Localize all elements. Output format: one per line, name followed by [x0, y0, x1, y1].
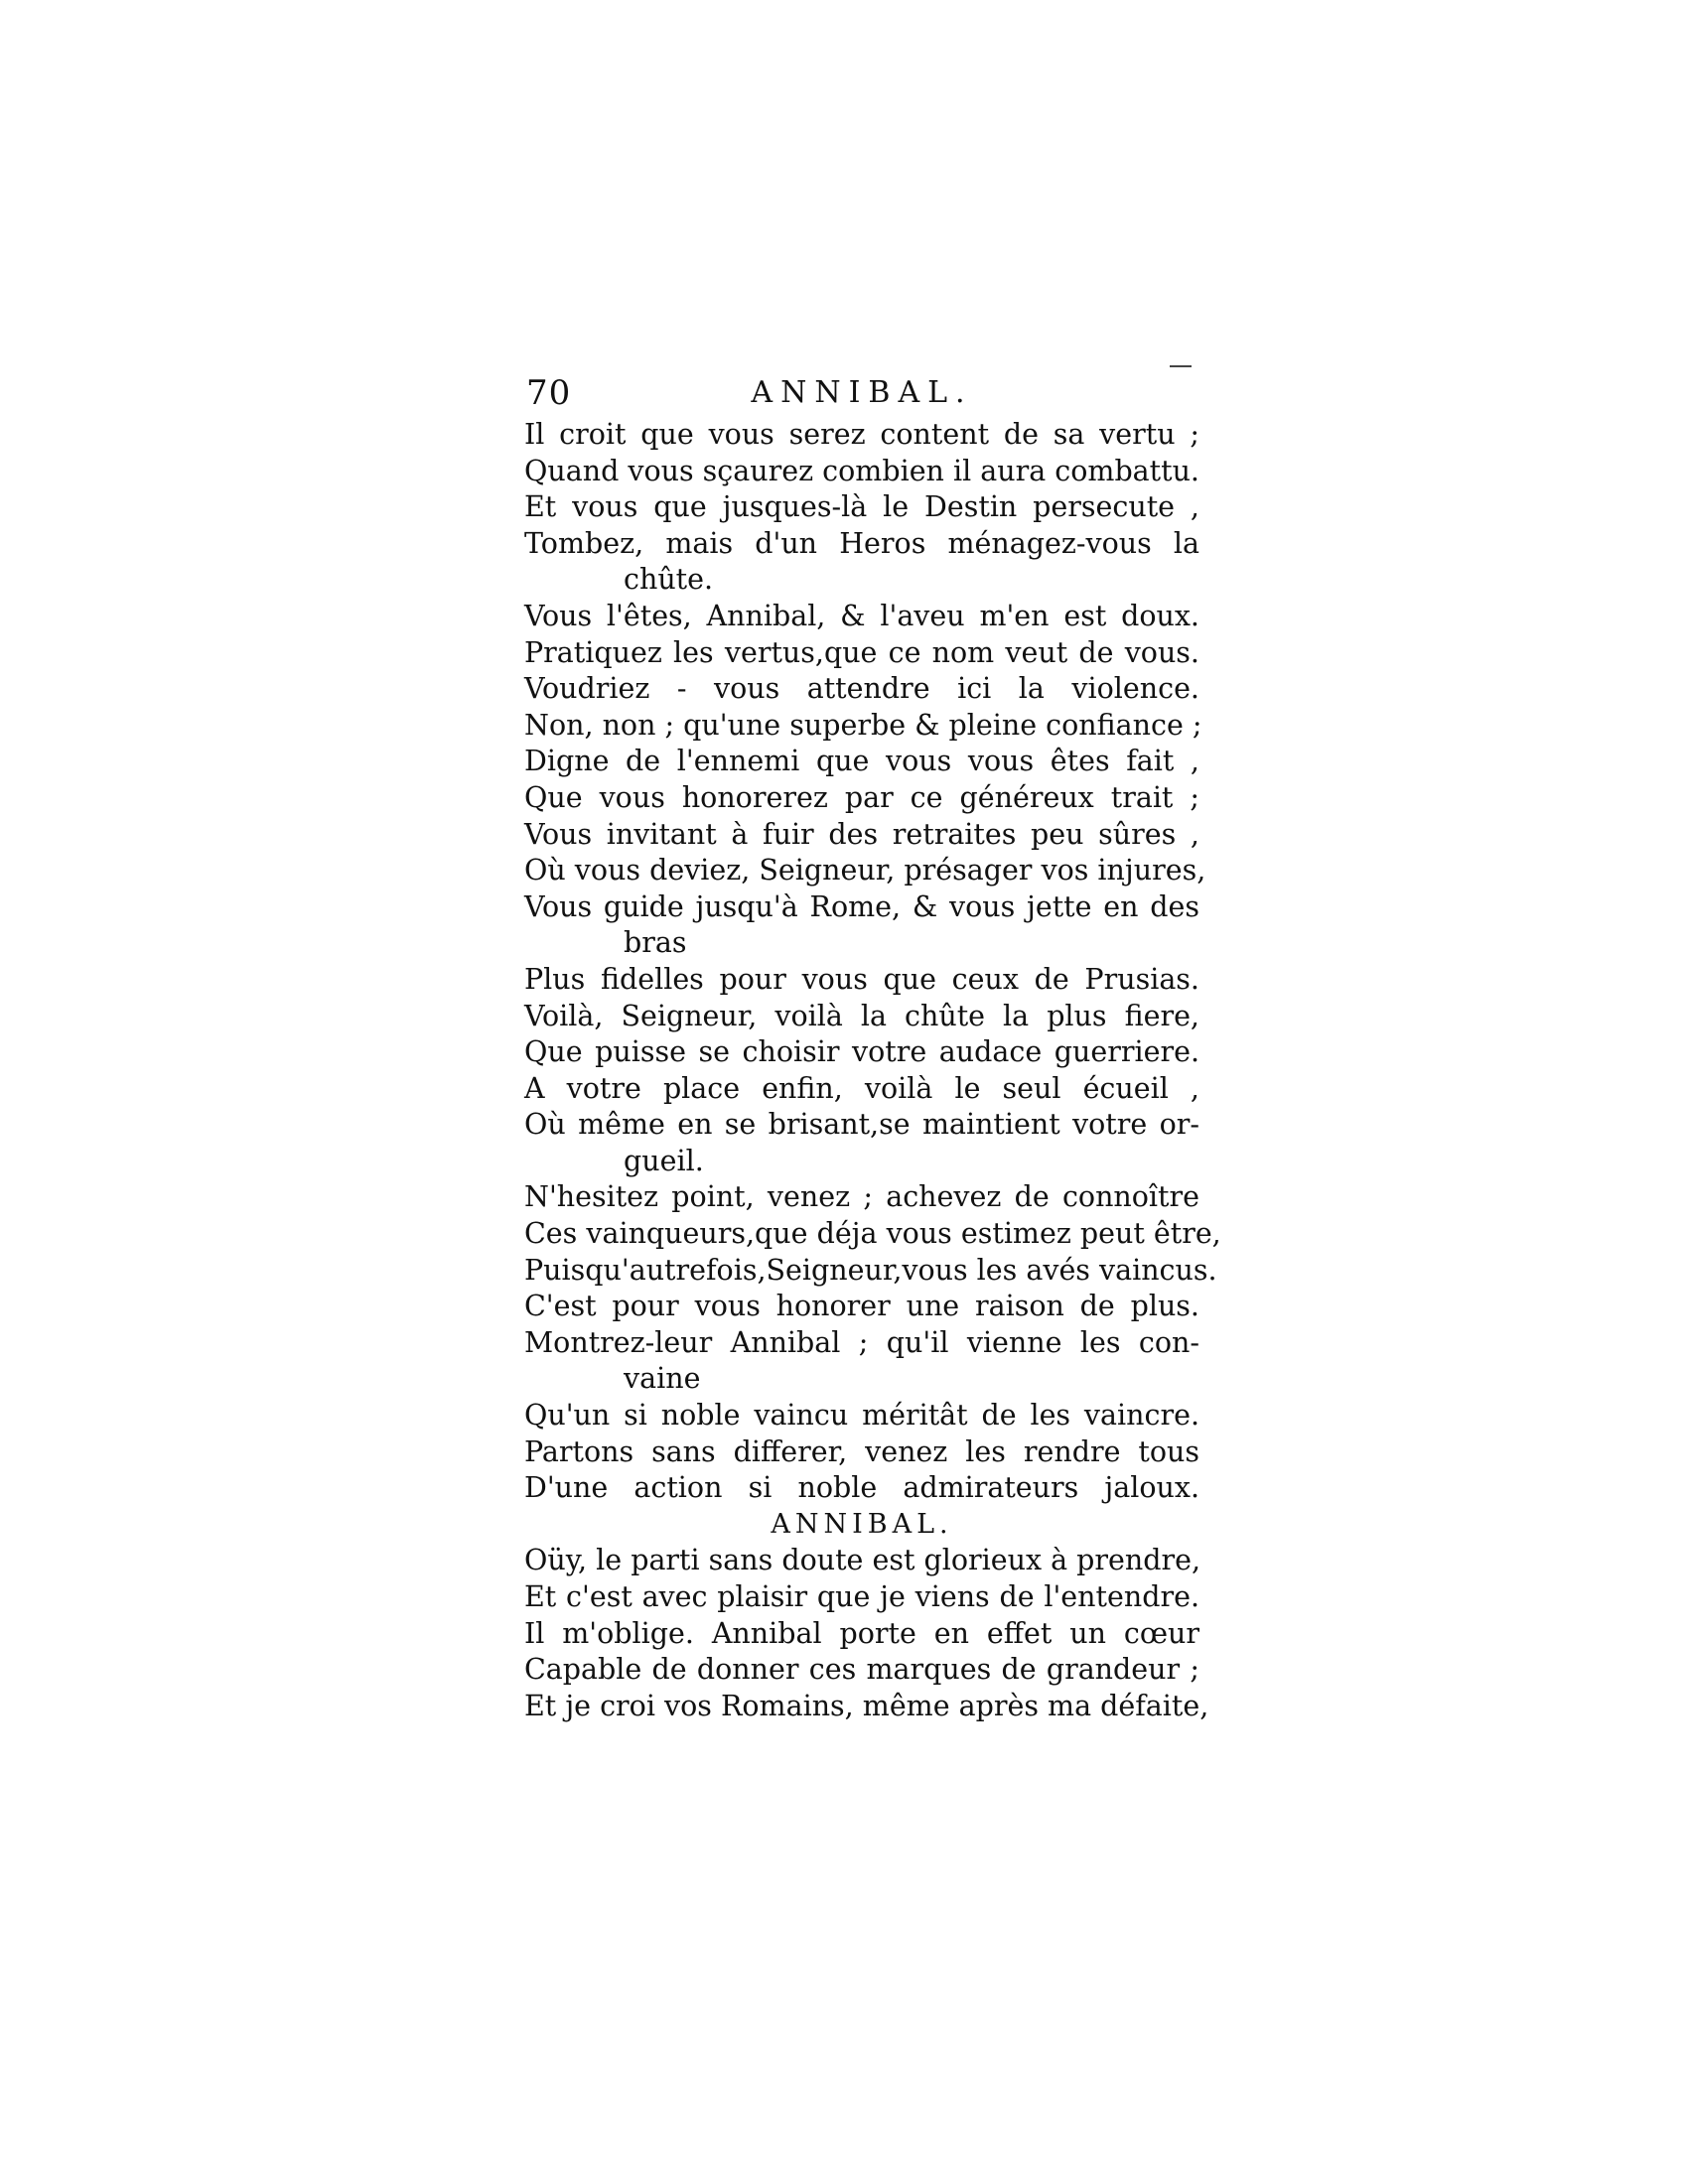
verse-turnover: vaine: [624, 1362, 701, 1396]
verse-text: [524, 417, 1221, 1724]
page-header: [524, 369, 1199, 415]
book-page: [524, 369, 1221, 1724]
verse-line: Et vous que jusques-là le Destin persecute ,: [524, 490, 1199, 524]
verse-line: Voilà, Seigneur, voilà la chûte la plus fiere,: [524, 999, 1199, 1032]
verse-line: Que puisse se choisir votre audace guerriere.: [524, 1035, 1199, 1069]
verse-line: Où même en se brisant,se maintient votre or-: [524, 1108, 1199, 1142]
verse-line: Plus fidelles pour vous que ceux de Prusias.: [524, 962, 1199, 996]
verse-line: Oüy, le parti sans doute est glorieux à prendre,: [524, 1544, 1201, 1577]
header-rule-mark: [1170, 365, 1192, 367]
verse-line: Où vous deviez, Seigneur, présager vos injures,: [524, 854, 1206, 887]
verse-line: Ces vainqueurs,que déja vous estimez peut être,: [524, 1217, 1221, 1251]
verse-line: Digne de l'ennemi que vous vous êtes fait ,: [524, 745, 1199, 778]
verse-line: Capable de donner ces marques de grandeur ;: [524, 1653, 1199, 1687]
verse-line: Vous l'êtes, Annibal, & l'aveu m'en est doux.: [524, 599, 1199, 632]
verse-line: D'une action si noble admirateurs jaloux.: [524, 1471, 1199, 1505]
verse-line: Vous guide jusqu'à Rome, & vous jette en des: [524, 889, 1199, 923]
verse-line: Et je croi vos Romains, même après ma défaite,: [524, 1689, 1209, 1722]
verse-line: Non, non ; qu'une superbe & pleine confiance ;: [524, 708, 1202, 742]
verse-line: Que vous honorerez par ce généreux trait ;: [524, 780, 1199, 814]
verse-line: Il croit que vous serez content de sa vertu ;: [524, 418, 1199, 451]
page-number: 70: [526, 373, 572, 413]
verse-line: Qu'un si noble vaincu méritât de les vaincre.: [524, 1399, 1199, 1433]
verse-turnover: chûte.: [624, 563, 714, 597]
verse-line: Vous invitant à fuir des retraites peu sûres ,: [524, 817, 1199, 851]
verse-line: Et c'est avec plaisir que je viens de l'entendre.: [524, 1580, 1199, 1613]
verse-line: Quand vous sçaurez combien il aura combattu.: [524, 454, 1199, 487]
verse-line: Il m'oblige. Annibal porte en effet un cœur: [524, 1616, 1199, 1650]
verse-line: Partons sans differer, venez les rendre tous: [524, 1434, 1199, 1468]
verse-turnover: bras: [624, 926, 687, 960]
verse-line: Montrez-leur Annibal ; qu'il vienne les con-: [524, 1325, 1199, 1359]
verse-line: C'est pour vous honorer une raison de plus.: [524, 1290, 1199, 1323]
verse-line: Puisqu'autrefois,Seigneur,vous les avés vaincus.: [524, 1253, 1217, 1287]
running-title: ANNIBAL.: [751, 375, 973, 410]
verse-line: N'hesitez point, venez ; achevez de connoître: [524, 1180, 1199, 1214]
verse-turnover: gueil.: [624, 1144, 704, 1177]
speaker-name: ANNIBAL.: [771, 1508, 953, 1540]
verse-line: A votre place enfin, voilà le seul écueil ,: [524, 1071, 1199, 1105]
verse-line: Tombez, mais d'un Heros ménagez-vous la: [524, 526, 1199, 560]
verse-line: Pratiquez les vertus,que ce nom veut de vous.: [524, 635, 1199, 669]
verse-line: Voudriez - vous attendre ici la violence.: [524, 672, 1199, 706]
